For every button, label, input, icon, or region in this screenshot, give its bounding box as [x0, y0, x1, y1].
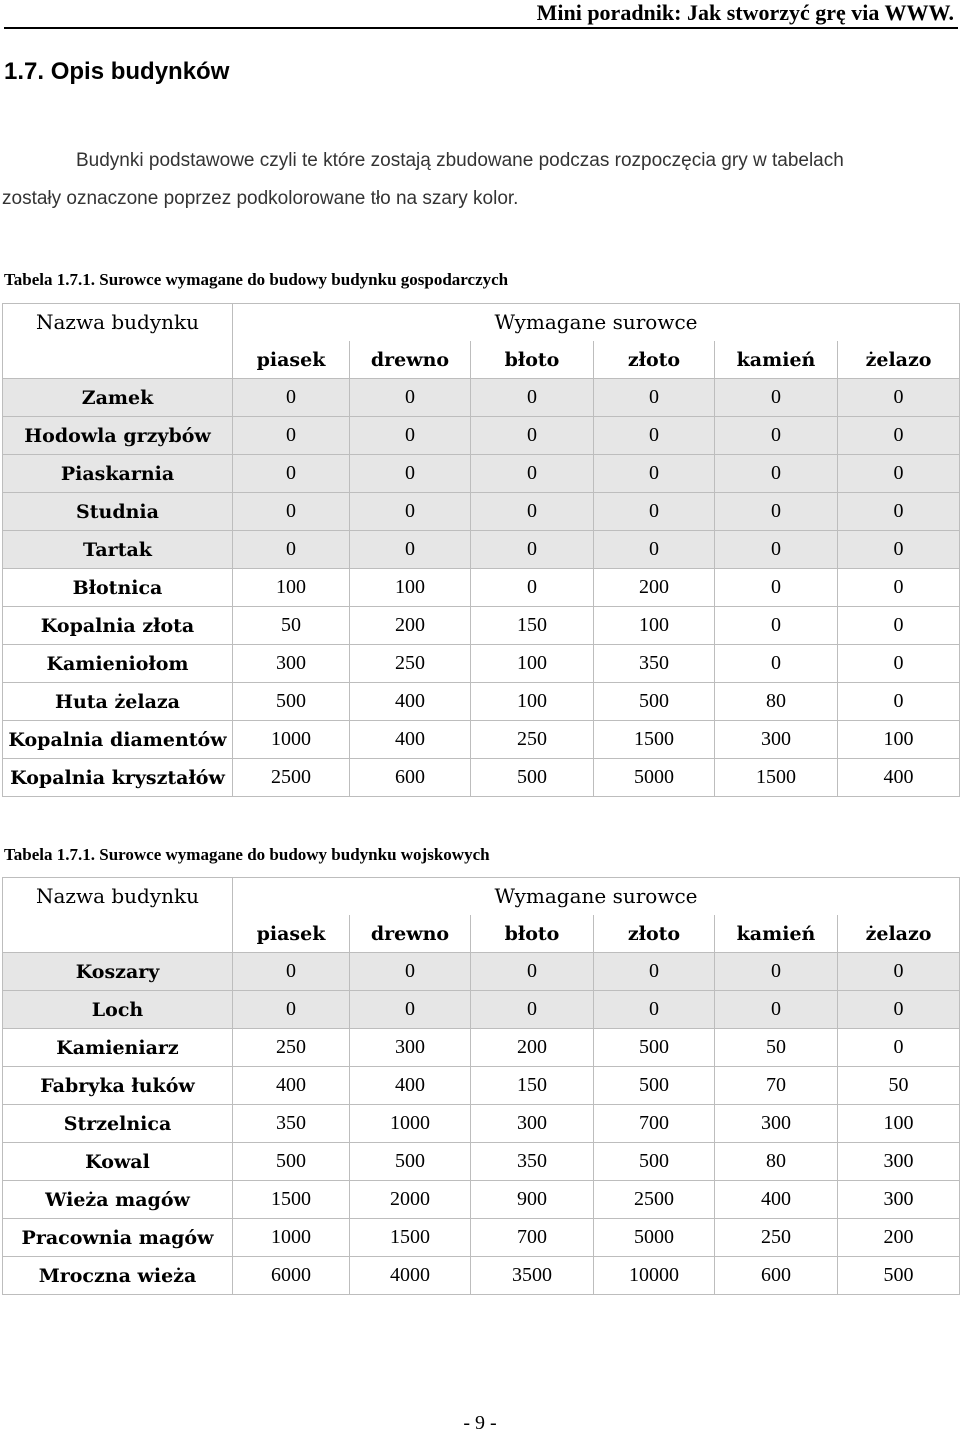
building-name: Mroczna wieża: [3, 1257, 233, 1295]
resource-cost-cell: 300: [838, 1143, 960, 1181]
table-row: [3, 569, 960, 607]
table-row: [3, 1143, 960, 1181]
column-header: złoto: [594, 915, 715, 953]
table-row: [3, 417, 960, 455]
resource-cost-cell: 0: [350, 493, 471, 531]
building-name: Pracownia magów: [3, 1219, 233, 1257]
resource-cost-cell: 350: [594, 645, 715, 683]
table-row: [3, 953, 960, 991]
resource-cost-cell: 0: [471, 493, 594, 531]
table-row: [3, 683, 960, 721]
building-name: Błotnica: [3, 569, 233, 607]
resource-cost-cell: 0: [715, 417, 838, 455]
resource-cost-cell: 0: [594, 953, 715, 991]
resource-cost-cell: 1500: [233, 1181, 350, 1219]
resource-cost-cell: 400: [350, 721, 471, 759]
resource-cost-cell: 300: [838, 1181, 960, 1219]
resource-cost-cell: 0: [594, 531, 715, 569]
resource-cost-cell: 0: [471, 953, 594, 991]
building-name: Kowal: [3, 1143, 233, 1181]
resource-cost-cell: 80: [715, 1143, 838, 1181]
resource-cost-cell: 0: [838, 379, 960, 417]
resource-cost-cell: 0: [350, 531, 471, 569]
name-column-header: Nazwa budynku: [3, 878, 233, 916]
resource-cost-cell: 250: [233, 1029, 350, 1067]
resource-cost-cell: 0: [715, 607, 838, 645]
resource-cost-cell: 500: [594, 1067, 715, 1105]
resource-cost-cell: 50: [233, 607, 350, 645]
resource-cost-cell: 0: [838, 683, 960, 721]
resource-cost-cell: 1000: [233, 1219, 350, 1257]
table-row: [3, 1181, 960, 1219]
resource-cost-cell: 300: [233, 645, 350, 683]
resource-cost-cell: 0: [715, 953, 838, 991]
economic-buildings-table: [2, 303, 960, 797]
column-header: drewno: [350, 915, 471, 953]
running-header: Mini poradnik: Jak stworzyć grę via WWW.: [536, 0, 954, 25]
resource-cost-cell: 0: [838, 953, 960, 991]
table-row: [3, 645, 960, 683]
resource-cost-cell: 0: [233, 493, 350, 531]
column-header: drewno: [350, 341, 471, 379]
resource-cost-cell: 400: [233, 1067, 350, 1105]
resource-cost-cell: 2500: [594, 1181, 715, 1219]
building-name: Kamieniarz: [3, 1029, 233, 1067]
resource-cost-cell: 1500: [350, 1219, 471, 1257]
resource-cost-cell: 0: [715, 569, 838, 607]
table-row: [3, 759, 960, 797]
table-row: [3, 1029, 960, 1067]
column-header: piasek: [233, 341, 350, 379]
resource-cost-cell: 0: [471, 531, 594, 569]
resource-cost-cell: 1000: [350, 1105, 471, 1143]
resource-cost-cell: 0: [838, 607, 960, 645]
resource-cost-cell: 0: [350, 379, 471, 417]
building-name: Kopalnia kryształów: [3, 759, 233, 797]
resource-cost-cell: 300: [715, 721, 838, 759]
resource-cost-cell: 600: [715, 1257, 838, 1295]
resource-cost-cell: 400: [350, 1067, 471, 1105]
column-header: błoto: [471, 341, 594, 379]
building-name: Studnia: [3, 493, 233, 531]
resource-cost-cell: 150: [471, 607, 594, 645]
building-name: Loch: [3, 991, 233, 1029]
building-name: Piaskarnia: [3, 455, 233, 493]
resource-cost-cell: 0: [594, 379, 715, 417]
resource-cost-cell: 700: [594, 1105, 715, 1143]
resource-cost-cell: 300: [350, 1029, 471, 1067]
building-name: Fabryka łuków: [3, 1067, 233, 1105]
resource-cost-cell: 100: [233, 569, 350, 607]
column-header: żelazo: [838, 915, 960, 953]
resource-cost-cell: 1500: [594, 721, 715, 759]
resource-cost-cell: 900: [471, 1181, 594, 1219]
resource-cost-cell: 0: [838, 1029, 960, 1067]
intro-line-2: zostały oznaczone poprzez podkolorowane tło na szary kolor.: [2, 188, 519, 209]
building-name: Kopalnia złota: [3, 607, 233, 645]
resource-cost-cell: 5000: [594, 1219, 715, 1257]
column-header: złoto: [594, 341, 715, 379]
building-name: Kopalnia diamentów: [3, 721, 233, 759]
table-row: [3, 607, 960, 645]
resource-cost-cell: 200: [594, 569, 715, 607]
resource-cost-cell: 250: [471, 721, 594, 759]
section-title: 1.7. Opis budynków: [4, 58, 230, 85]
resource-cost-cell: 50: [838, 1067, 960, 1105]
table-row: [3, 379, 960, 417]
table-row: [3, 1067, 960, 1105]
resource-cost-cell: 250: [350, 645, 471, 683]
military-buildings-table: [2, 877, 960, 1295]
resource-cost-cell: 0: [594, 991, 715, 1029]
resource-cost-cell: 0: [233, 455, 350, 493]
resource-cost-cell: 250: [715, 1219, 838, 1257]
building-name: Wieża magów: [3, 1181, 233, 1219]
resources-group-header: Wymagane surowce: [233, 304, 960, 342]
resource-cost-cell: 0: [715, 531, 838, 569]
resource-cost-cell: 350: [233, 1105, 350, 1143]
resource-cost-cell: 0: [715, 645, 838, 683]
resource-cost-cell: 50: [715, 1029, 838, 1067]
resource-cost-cell: 0: [838, 531, 960, 569]
resource-cost-cell: 200: [350, 607, 471, 645]
resource-cost-cell: 0: [350, 417, 471, 455]
resource-cost-cell: 500: [471, 759, 594, 797]
column-header: kamień: [715, 915, 838, 953]
resource-cost-cell: 500: [233, 1143, 350, 1181]
building-name: Kamieniołom: [3, 645, 233, 683]
resource-cost-cell: 0: [838, 569, 960, 607]
resource-cost-cell: 350: [471, 1143, 594, 1181]
intro-paragraph: [2, 142, 958, 218]
resource-cost-cell: 300: [471, 1105, 594, 1143]
resource-cost-cell: 0: [715, 379, 838, 417]
resource-cost-cell: 0: [350, 991, 471, 1029]
resource-cost-cell: 100: [350, 569, 471, 607]
resource-cost-cell: 500: [594, 1143, 715, 1181]
resource-cost-cell: 0: [594, 417, 715, 455]
resource-cost-cell: 10000: [594, 1257, 715, 1295]
table-row: [3, 531, 960, 569]
resource-cost-cell: 0: [838, 493, 960, 531]
resource-cost-cell: 0: [715, 493, 838, 531]
resource-cost-cell: 3500: [471, 1257, 594, 1295]
resource-cost-cell: 0: [471, 455, 594, 493]
resource-cost-cell: 500: [594, 1029, 715, 1067]
resource-cost-cell: 5000: [594, 759, 715, 797]
resource-cost-cell: 2500: [233, 759, 350, 797]
table-caption-economic: Tabela 1.7.1. Surowce wymagane do budowy budynku gospodarczych: [4, 270, 509, 289]
resource-cost-cell: 500: [350, 1143, 471, 1181]
resource-cost-cell: 0: [471, 379, 594, 417]
column-header: piasek: [233, 915, 350, 953]
resource-cost-cell: 500: [594, 683, 715, 721]
resource-cost-cell: 0: [594, 455, 715, 493]
table-row: [3, 721, 960, 759]
resource-cost-cell: 1500: [715, 759, 838, 797]
resource-cost-cell: 400: [838, 759, 960, 797]
resource-cost-cell: 0: [838, 455, 960, 493]
resource-cost-cell: 400: [350, 683, 471, 721]
name-column-header-cont: [3, 915, 233, 953]
table-row: [3, 991, 960, 1029]
resources-group-header: Wymagane surowce: [233, 878, 960, 916]
resource-cost-cell: 0: [838, 417, 960, 455]
building-name: Koszary: [3, 953, 233, 991]
resource-cost-cell: 0: [233, 953, 350, 991]
table-caption-military: Tabela 1.7.1. Surowce wymagane do budowy budynku wojskowych: [4, 845, 490, 864]
resource-cost-cell: 500: [838, 1257, 960, 1295]
resource-cost-cell: 0: [838, 991, 960, 1029]
building-name: Huta żelaza: [3, 683, 233, 721]
page-number: - 9 -: [463, 1412, 497, 1434]
resource-cost-cell: 0: [233, 379, 350, 417]
resource-cost-cell: 70: [715, 1067, 838, 1105]
table-row: [3, 1105, 960, 1143]
resource-cost-cell: 80: [715, 683, 838, 721]
resource-cost-cell: 600: [350, 759, 471, 797]
building-name: Strzelnica: [3, 1105, 233, 1143]
resource-cost-cell: 0: [715, 991, 838, 1029]
resource-cost-cell: 0: [594, 493, 715, 531]
name-column-header: Nazwa budynku: [3, 304, 233, 342]
resource-cost-cell: 0: [350, 455, 471, 493]
resource-cost-cell: 100: [471, 645, 594, 683]
resource-cost-cell: 500: [233, 683, 350, 721]
intro-line-1: Budynki podstawowe czyli te które zostają zbudowane podczas rozpoczęcia gry w tabelach: [76, 150, 844, 171]
column-header: kamień: [715, 341, 838, 379]
resource-cost-cell: 100: [471, 683, 594, 721]
table-row: [3, 455, 960, 493]
resource-cost-cell: 4000: [350, 1257, 471, 1295]
table-row: [3, 1257, 960, 1295]
table-row: [3, 1219, 960, 1257]
resource-cost-cell: 0: [471, 991, 594, 1029]
resource-cost-cell: 6000: [233, 1257, 350, 1295]
resource-cost-cell: 1000: [233, 721, 350, 759]
resource-cost-cell: 0: [350, 953, 471, 991]
resource-cost-cell: 200: [838, 1219, 960, 1257]
name-column-header-cont: [3, 341, 233, 379]
resource-cost-cell: 0: [471, 417, 594, 455]
building-name: Hodowla grzybów: [3, 417, 233, 455]
column-header: żelazo: [838, 341, 960, 379]
resource-cost-cell: 100: [838, 721, 960, 759]
resource-cost-cell: 300: [715, 1105, 838, 1143]
resource-cost-cell: 0: [715, 455, 838, 493]
resource-cost-cell: 400: [715, 1181, 838, 1219]
building-name: Tartak: [3, 531, 233, 569]
resource-cost-cell: 200: [471, 1029, 594, 1067]
resource-cost-cell: 150: [471, 1067, 594, 1105]
table-row: [3, 493, 960, 531]
resource-cost-cell: 0: [838, 645, 960, 683]
resource-cost-cell: 2000: [350, 1181, 471, 1219]
resource-cost-cell: 0: [233, 531, 350, 569]
resource-cost-cell: 0: [233, 991, 350, 1029]
building-name: Zamek: [3, 379, 233, 417]
header-rule: [4, 27, 958, 29]
resource-cost-cell: 100: [838, 1105, 960, 1143]
resource-cost-cell: 100: [594, 607, 715, 645]
resource-cost-cell: 700: [471, 1219, 594, 1257]
column-header: błoto: [471, 915, 594, 953]
resource-cost-cell: 0: [471, 569, 594, 607]
resource-cost-cell: 0: [233, 417, 350, 455]
